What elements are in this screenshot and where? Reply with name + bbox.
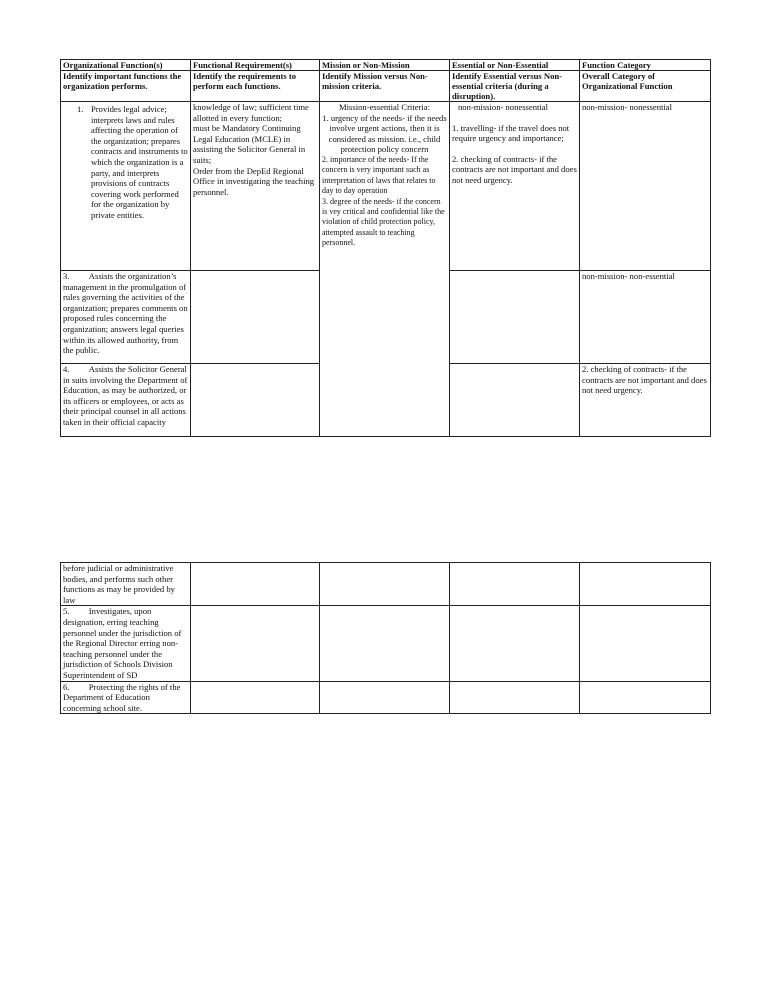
essential-criterion-2: 2. checking of contracts- if the contracts are not important and does not need urgency. [452,153,577,185]
header-organizational-function: Organizational Function(s) [61,60,191,71]
function-cell: 4. Assists the Solicitor General in suits involving the Department of Education, as may be authorized, or its officers or employees, or acts as their principal counsel in all actions taken in their official capacity [61,364,191,437]
category-cell [580,563,711,606]
requirement-cell [191,271,320,364]
function-cell: 3. Assists the organization’s management in the promulgation of rules governing the activities of the organization; prepares comments on proposed rules concerning the organization; answers legal queries within its allowed authority, from the public. [61,271,191,364]
essential-cell [450,271,580,364]
category-cell: non-mission- non-essential [580,271,711,364]
mission-cell [320,606,450,681]
category-cell [580,606,711,681]
subheader-mission: Identify Mission versus Non-mission criteria. [320,71,450,102]
function-cell: before judicial or administrative bodies, and performs such other functions as may be provided by law [61,563,191,606]
subheader-function-category: Overall Category of Organizational Function [580,71,711,102]
table-row [61,606,711,681]
mission-cell [320,563,450,606]
essential-cell [450,606,580,681]
essential-criterion-1: 1. travelling- if the travel does not require urgency and importance; [452,122,570,144]
essential-cell [450,102,580,271]
mission-cell [320,102,450,437]
mission-criterion-3: 3. degree of the needs- if the concern is vey critical and confidential like the violation of child protection policy, attempted assault to teaching personnel. [322,196,445,248]
header-row [61,60,711,71]
essential-cell [450,563,580,606]
table-row [61,563,711,606]
header-functional-requirement: Functional Requirement(s) [191,60,320,71]
functions-table-continued [60,562,711,714]
subheader-essential: Identify Essential versus Non-essential criteria (during a disruption). [450,71,580,102]
essential-cell [450,681,580,714]
requirement-cell [191,681,320,714]
subheader-organizational-function: Identify important functions the organization performs. [61,71,191,102]
subheader-row [61,71,711,102]
requirement-cell [191,364,320,437]
function-cell: 6. Protecting the rights of the Department of Education concerning school site. [61,681,191,714]
requirement-cell [191,606,320,681]
mission-cell [320,681,450,714]
header-function-category: Function Category [580,60,711,71]
category-cell: non-mission- nonessential [580,102,711,271]
header-essential: Essential or Non-Essential [450,60,580,71]
function-text: Provides legal advice; interprets laws and rules affecting the operation of the organization; prepares contracts and instruments to which the organization is a party, and interprets provisions of contracts covering work performed for the organization by private entities. [91,104,188,220]
mission-criterion-2: 2. importance of the needs- If the concern is very important such as interpretation of laws that relates to day to day operation [322,154,436,196]
table-row [61,681,711,714]
essential-cell [450,364,580,437]
requirement-cell [191,563,320,606]
mission-criterion-1: 1. urgency of the needs- if the needs involve urgent actions, then it is considered as mission. i.e., child protection policy concern [322,112,447,155]
functions-table [60,59,711,437]
header-mission: Mission or Non-Mission [320,60,450,71]
essential-heading: non-mission- nonessential [458,102,548,112]
table-row [61,102,711,271]
category-cell [580,681,711,714]
requirement-cell: knowledge of law; sufficient time allotted in every function; must be Mandatory Continuing Legal Education (MCLE) in assisting the Solicitor General in suits; Order from the DepEd Regional Office in investigating the teaching personnel. [191,102,320,271]
category-cell: 2. checking of contracts- if the contracts are not important and does not need urgency. [580,364,711,437]
list-number: 1. [77,104,84,114]
function-cell [61,102,191,271]
function-cell: 5. Investigates, upon designation, erring teaching personnel under the jurisdiction of the Regional Director erring non-teaching personnel under the jurisdiction of Schools Division Superintendent of SD [61,606,191,681]
mission-heading: Mission-essential Criteria: [339,102,430,112]
subheader-functional-requirement: Identify the requirements to perform each functions. [191,71,320,102]
